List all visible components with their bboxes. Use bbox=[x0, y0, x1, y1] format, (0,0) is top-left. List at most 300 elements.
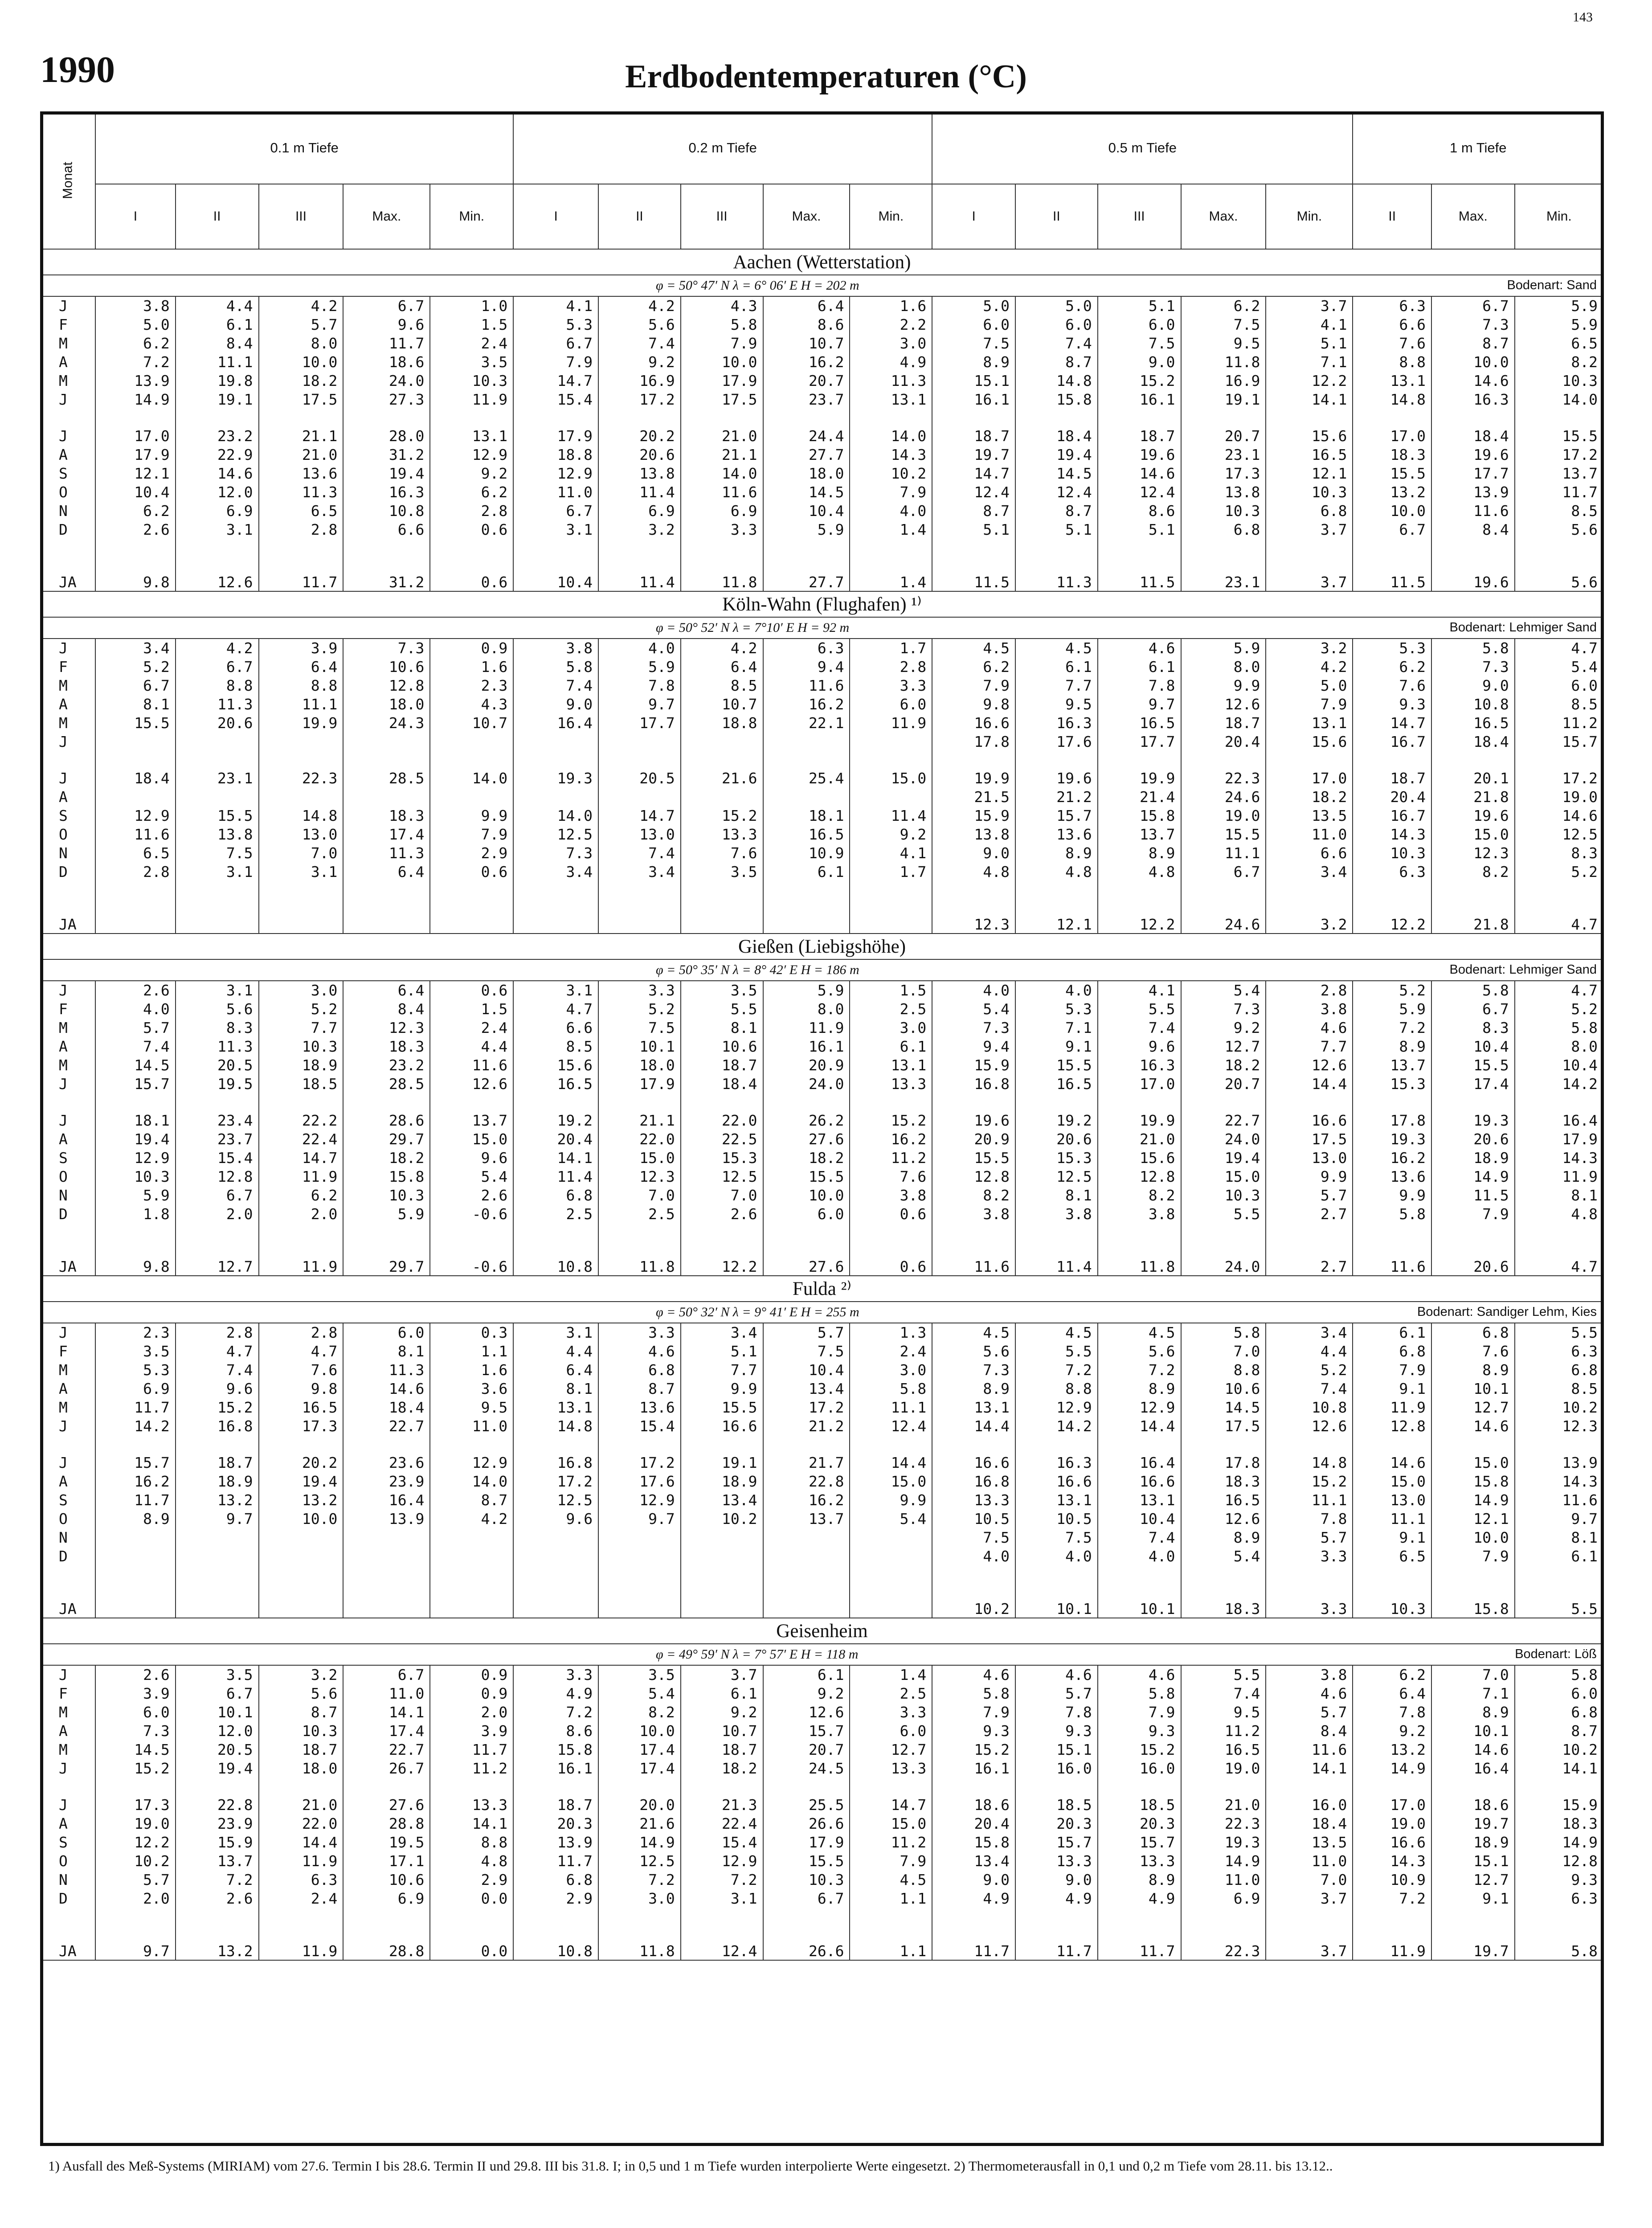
month-label: A bbox=[41, 788, 95, 807]
value-cell: 6.4 bbox=[763, 296, 850, 315]
month-label: A bbox=[41, 1722, 95, 1741]
value-cell: 3.4 bbox=[95, 639, 176, 658]
value-cell: 18.4 bbox=[1431, 427, 1515, 446]
value-cell: 5.1 bbox=[1098, 296, 1181, 315]
value-cell: 20.1 bbox=[1431, 769, 1515, 788]
value-cell: 9.2 bbox=[1353, 1722, 1431, 1741]
value-cell: 0.6 bbox=[850, 1205, 932, 1224]
value-cell: 17.6 bbox=[598, 1472, 681, 1491]
value-cell: 2.4 bbox=[259, 1889, 343, 1908]
annual-label: JA bbox=[41, 1250, 95, 1276]
value-cell: 6.7 bbox=[513, 502, 598, 520]
value-cell: 3.1 bbox=[681, 1889, 763, 1908]
value-cell: 13.6 bbox=[259, 464, 343, 483]
month-label: J bbox=[41, 981, 95, 1000]
value-cell: 17.4 bbox=[598, 1741, 681, 1759]
value-cell: 8.8 bbox=[1181, 1361, 1266, 1380]
value-cell: 17.3 bbox=[259, 1417, 343, 1436]
annual-value: 12.6 bbox=[176, 566, 259, 591]
value-cell: 14.5 bbox=[1181, 1398, 1266, 1417]
value-cell: 4.0 bbox=[1015, 981, 1098, 1000]
value-cell: 9.1 bbox=[1353, 1380, 1431, 1398]
value-cell: 10.3 bbox=[1515, 372, 1603, 390]
value-cell: 18.9 bbox=[259, 1056, 343, 1075]
value-cell: 14.1 bbox=[513, 1149, 598, 1167]
value-cell: 7.8 bbox=[1015, 1703, 1098, 1722]
annual-value: 11.7 bbox=[1098, 1935, 1181, 1960]
value-cell: 9.6 bbox=[1098, 1037, 1181, 1056]
value-cell: 1.1 bbox=[850, 1889, 932, 1908]
value-cell: 22.4 bbox=[259, 1130, 343, 1149]
value-cell: 12.9 bbox=[681, 1852, 763, 1871]
value-cell: 17.8 bbox=[932, 733, 1015, 751]
value-cell: 12.8 bbox=[1353, 1417, 1431, 1436]
value-cell: 8.3 bbox=[1515, 844, 1603, 863]
value-cell: 10.0 bbox=[259, 1510, 343, 1528]
value-cell: 13.6 bbox=[1015, 825, 1098, 844]
annual-value: 0.0 bbox=[430, 1935, 513, 1960]
value-cell: 12.8 bbox=[1515, 1852, 1603, 1871]
value-cell: 7.5 bbox=[176, 844, 259, 863]
value-cell: 7.9 bbox=[932, 1703, 1015, 1722]
value-cell: 17.4 bbox=[1431, 1075, 1515, 1094]
annual-value: 11.7 bbox=[259, 566, 343, 591]
value-cell: 17.9 bbox=[681, 372, 763, 390]
value-cell: 2.0 bbox=[176, 1205, 259, 1224]
value-cell: 5.2 bbox=[259, 1000, 343, 1019]
value-cell: 7.8 bbox=[1353, 1703, 1431, 1722]
value-cell: 13.3 bbox=[932, 1491, 1015, 1510]
value-cell: 11.8 bbox=[1181, 353, 1266, 372]
value-cell: 8.9 bbox=[932, 1380, 1015, 1398]
value-cell: 9.9 bbox=[1181, 676, 1266, 695]
value-cell: 13.8 bbox=[932, 825, 1015, 844]
value-cell: 5.5 bbox=[1098, 1000, 1181, 1019]
value-cell: 2.6 bbox=[176, 1889, 259, 1908]
value-cell: 13.3 bbox=[1015, 1852, 1098, 1871]
value-cell: 19.3 bbox=[1181, 1833, 1266, 1852]
value-cell: 15.9 bbox=[932, 1056, 1015, 1075]
value-cell: 6.1 bbox=[1098, 658, 1181, 676]
annual-value: 12.4 bbox=[681, 1935, 763, 1960]
value-cell: 24.3 bbox=[343, 714, 430, 733]
value-cell: 4.3 bbox=[430, 695, 513, 714]
value-cell: 10.9 bbox=[763, 844, 850, 863]
value-cell: 19.0 bbox=[1515, 788, 1603, 807]
value-cell: 3.2 bbox=[1266, 639, 1353, 658]
value-cell: 14.3 bbox=[1515, 1149, 1603, 1167]
value-cell: 9.6 bbox=[513, 1510, 598, 1528]
value-cell: 17.5 bbox=[1181, 1417, 1266, 1436]
value-cell: 17.9 bbox=[598, 1075, 681, 1094]
value-cell: 8.1 bbox=[681, 1019, 763, 1037]
value-cell: 15.8 bbox=[932, 1833, 1015, 1852]
value-cell: 14.9 bbox=[1431, 1167, 1515, 1186]
value-cell: 2.6 bbox=[95, 981, 176, 1000]
value-cell: 15.3 bbox=[1353, 1075, 1431, 1094]
value-cell: 10.4 bbox=[763, 1361, 850, 1380]
value-cell: 5.6 bbox=[259, 1684, 343, 1703]
value-cell: 15.5 bbox=[1515, 427, 1603, 446]
value-cell: 20.3 bbox=[1015, 1814, 1098, 1833]
value-cell: 11.6 bbox=[430, 1056, 513, 1075]
value-cell: 6.3 bbox=[763, 639, 850, 658]
annual-value: 24.0 bbox=[1181, 1250, 1266, 1276]
value-cell: 10.6 bbox=[343, 1871, 430, 1889]
value-cell: 15.7 bbox=[1515, 733, 1603, 751]
value-cell: 6.8 bbox=[598, 1361, 681, 1380]
value-cell: 9.5 bbox=[430, 1398, 513, 1417]
value-cell: 3.1 bbox=[259, 863, 343, 881]
value-cell: 18.3 bbox=[343, 807, 430, 825]
value-cell: 2.8 bbox=[1266, 981, 1353, 1000]
value-cell: 12.5 bbox=[1015, 1167, 1098, 1186]
value-cell: 16.5 bbox=[1181, 1741, 1266, 1759]
value-cell: 25.4 bbox=[763, 769, 850, 788]
month-label: J bbox=[41, 390, 95, 409]
value-cell: 17.3 bbox=[95, 1796, 176, 1814]
value-cell: 7.0 bbox=[1181, 1342, 1266, 1361]
value-cell: 20.3 bbox=[1098, 1814, 1181, 1833]
value-cell: 9.0 bbox=[1015, 1871, 1098, 1889]
value-cell: 7.4 bbox=[1181, 1684, 1266, 1703]
value-cell: 8.5 bbox=[681, 676, 763, 695]
value-cell: 2.9 bbox=[513, 1889, 598, 1908]
value-cell: 16.7 bbox=[1353, 807, 1431, 825]
value-cell: 2.4 bbox=[430, 334, 513, 353]
value-cell: 19.7 bbox=[932, 446, 1015, 464]
value-cell: 5.7 bbox=[1266, 1186, 1353, 1205]
value-cell: 3.8 bbox=[1266, 1665, 1353, 1684]
value-cell: 8.7 bbox=[1015, 502, 1098, 520]
value-cell: 15.5 bbox=[1181, 825, 1266, 844]
value-cell: 18.7 bbox=[1353, 769, 1431, 788]
value-cell: 5.9 bbox=[1515, 315, 1603, 334]
value-cell: 12.5 bbox=[513, 825, 598, 844]
value-cell: 3.8 bbox=[95, 296, 176, 315]
value-cell: 7.9 bbox=[513, 353, 598, 372]
value-cell: 7.9 bbox=[932, 676, 1015, 695]
value-cell: 3.9 bbox=[430, 1722, 513, 1741]
value-cell: 14.5 bbox=[763, 483, 850, 502]
value-cell: 13.0 bbox=[1353, 1491, 1431, 1510]
annual-value: 10.1 bbox=[1015, 1593, 1098, 1618]
value-cell: 20.4 bbox=[1181, 733, 1266, 751]
value-cell: 3.7 bbox=[681, 1665, 763, 1684]
value-cell: 7.1 bbox=[1431, 1684, 1515, 1703]
value-cell: 5.9 bbox=[598, 658, 681, 676]
annual-value: 20.6 bbox=[1431, 1250, 1515, 1276]
value-cell: 7.0 bbox=[1266, 1871, 1353, 1889]
value-cell: 4.3 bbox=[681, 296, 763, 315]
value-cell: 7.6 bbox=[1431, 1342, 1515, 1361]
value-cell: 3.1 bbox=[176, 981, 259, 1000]
annual-value: 12.3 bbox=[932, 908, 1015, 934]
value-cell: 4.6 bbox=[1266, 1684, 1353, 1703]
month-label: N bbox=[41, 1528, 95, 1547]
value-cell: 9.8 bbox=[932, 695, 1015, 714]
annual-value: 3.2 bbox=[1266, 908, 1353, 934]
value-cell: 5.4 bbox=[1181, 981, 1266, 1000]
value-cell: 11.7 bbox=[95, 1491, 176, 1510]
value-cell: 19.7 bbox=[1431, 1814, 1515, 1833]
value-cell: 4.0 bbox=[932, 1547, 1015, 1566]
value-cell: 6.0 bbox=[1515, 1684, 1603, 1703]
value-cell: 13.8 bbox=[598, 464, 681, 483]
value-cell: 15.2 bbox=[176, 1398, 259, 1417]
value-cell: 11.2 bbox=[850, 1149, 932, 1167]
value-cell: 16.3 bbox=[1015, 1454, 1098, 1472]
month-label: M bbox=[41, 1741, 95, 1759]
value-cell: 18.5 bbox=[1098, 1796, 1181, 1814]
value-cell: 7.3 bbox=[1431, 315, 1515, 334]
value-cell: 11.7 bbox=[513, 1852, 598, 1871]
value-cell: 16.2 bbox=[850, 1130, 932, 1149]
value-cell: 16.8 bbox=[932, 1472, 1015, 1491]
value-cell: 0.0 bbox=[430, 1889, 513, 1908]
value-cell: 12.8 bbox=[1098, 1167, 1181, 1186]
value-cell: 8.9 bbox=[1431, 1361, 1515, 1380]
value-cell: 5.8 bbox=[1515, 1665, 1603, 1684]
value-cell: 22.7 bbox=[343, 1741, 430, 1759]
value-cell: 11.7 bbox=[343, 334, 430, 353]
value-cell: 6.2 bbox=[95, 502, 176, 520]
value-cell: 15.4 bbox=[176, 1149, 259, 1167]
value-cell: 6.3 bbox=[1515, 1342, 1603, 1361]
value-cell: 4.7 bbox=[176, 1342, 259, 1361]
value-cell: 19.8 bbox=[176, 372, 259, 390]
value-cell: 7.2 bbox=[1353, 1889, 1431, 1908]
value-cell: 3.4 bbox=[513, 863, 598, 881]
value-cell: 16.5 bbox=[1098, 714, 1181, 733]
annual-value: 13.2 bbox=[176, 1935, 259, 1960]
value-cell: 7.0 bbox=[598, 1186, 681, 1205]
value-cell: 4.8 bbox=[1098, 863, 1181, 881]
value-cell: 11.3 bbox=[259, 483, 343, 502]
value-cell: 20.6 bbox=[1431, 1130, 1515, 1149]
value-cell: 7.3 bbox=[1431, 658, 1515, 676]
value-cell: 16.5 bbox=[1015, 1075, 1098, 1094]
value-cell: 9.2 bbox=[1181, 1019, 1266, 1037]
value-cell: 19.0 bbox=[1181, 1759, 1266, 1778]
value-cell: 3.1 bbox=[513, 1323, 598, 1342]
value-cell: 2.8 bbox=[176, 1323, 259, 1342]
annual-value: 29.7 bbox=[343, 1250, 430, 1276]
value-cell: 7.9 bbox=[850, 1852, 932, 1871]
value-cell: 10.0 bbox=[1353, 502, 1431, 520]
value-cell: 9.7 bbox=[598, 695, 681, 714]
value-cell: 28.5 bbox=[343, 769, 430, 788]
value-cell: 15.7 bbox=[1015, 1833, 1098, 1852]
value-cell: 12.0 bbox=[176, 483, 259, 502]
value-cell: 10.9 bbox=[1353, 1871, 1431, 1889]
value-cell: 7.3 bbox=[513, 844, 598, 863]
soil-type: Bodenart: Löß bbox=[1515, 1647, 1597, 1661]
value-cell: 3.0 bbox=[598, 1889, 681, 1908]
value-cell: 8.9 bbox=[932, 353, 1015, 372]
value-cell: 8.9 bbox=[1098, 1380, 1181, 1398]
value-cell: 20.5 bbox=[598, 769, 681, 788]
value-cell: 16.1 bbox=[1098, 390, 1181, 409]
value-cell: 14.7 bbox=[259, 1149, 343, 1167]
value-cell: 3.7 bbox=[1266, 1889, 1353, 1908]
value-cell: 14.8 bbox=[513, 1417, 598, 1436]
value-cell: 10.6 bbox=[343, 658, 430, 676]
month-label: M bbox=[41, 714, 95, 733]
value-cell: 7.3 bbox=[932, 1019, 1015, 1037]
value-cell: 15.2 bbox=[932, 1741, 1015, 1759]
month-label: F bbox=[41, 1000, 95, 1019]
annual-value: 10.3 bbox=[1353, 1593, 1431, 1618]
station-coordinates: φ = 50° 32′ N λ = 9° 41′ E H = 255 m bbox=[656, 1305, 859, 1319]
value-cell: 15.0 bbox=[850, 1472, 932, 1491]
value-cell: 5.6 bbox=[1515, 520, 1603, 539]
value-cell: 10.0 bbox=[1431, 1528, 1515, 1547]
value-cell: 6.0 bbox=[343, 1323, 430, 1342]
value-cell: 7.8 bbox=[1266, 1510, 1353, 1528]
value-cell: 16.6 bbox=[932, 1454, 1015, 1472]
station-coordinates: φ = 50° 52′ N λ = 7°10′ E H = 92 m bbox=[656, 620, 850, 635]
month-label: D bbox=[41, 1889, 95, 1908]
value-cell: 10.1 bbox=[1431, 1380, 1515, 1398]
value-cell: 12.4 bbox=[850, 1417, 932, 1436]
value-cell: 9.3 bbox=[1353, 695, 1431, 714]
value-cell: 9.7 bbox=[176, 1510, 259, 1528]
value-cell: 3.3 bbox=[681, 520, 763, 539]
value-cell: 2.3 bbox=[95, 1323, 176, 1342]
value-cell: 20.6 bbox=[1015, 1130, 1098, 1149]
value-cell: 9.5 bbox=[1181, 334, 1266, 353]
value-cell: 24.5 bbox=[763, 1759, 850, 1778]
column-header: Max. bbox=[763, 184, 850, 249]
value-cell: 16.2 bbox=[763, 1491, 850, 1510]
value-cell: 5.1 bbox=[681, 1342, 763, 1361]
value-cell: 18.5 bbox=[259, 1075, 343, 1094]
value-cell: 16.9 bbox=[1181, 372, 1266, 390]
value-cell: 15.7 bbox=[1098, 1833, 1181, 1852]
value-cell: 15.6 bbox=[513, 1056, 598, 1075]
value-cell: 17.7 bbox=[1098, 733, 1181, 751]
value-cell: 14.6 bbox=[1098, 464, 1181, 483]
value-cell: 11.1 bbox=[1266, 1491, 1353, 1510]
value-cell: 8.6 bbox=[763, 315, 850, 334]
value-cell: 14.0 bbox=[513, 807, 598, 825]
value-cell: 17.2 bbox=[598, 390, 681, 409]
value-cell: 17.8 bbox=[1181, 1454, 1266, 1472]
value-cell: 4.8 bbox=[1015, 863, 1098, 881]
value-cell: 11.6 bbox=[1431, 502, 1515, 520]
value-cell: 3.5 bbox=[598, 1665, 681, 1684]
value-cell: 12.9 bbox=[1015, 1398, 1098, 1417]
value-cell: 6.7 bbox=[1431, 1000, 1515, 1019]
value-cell: 15.0 bbox=[1431, 825, 1515, 844]
value-cell: 4.2 bbox=[681, 639, 763, 658]
value-cell: 17.4 bbox=[343, 825, 430, 844]
value-cell: 7.4 bbox=[513, 676, 598, 695]
value-cell: 10.3 bbox=[763, 1871, 850, 1889]
value-cell: 4.5 bbox=[932, 1323, 1015, 1342]
value-cell: 11.1 bbox=[176, 353, 259, 372]
value-cell: 21.8 bbox=[1431, 788, 1515, 807]
value-cell: 18.1 bbox=[763, 807, 850, 825]
value-cell: 6.8 bbox=[513, 1186, 598, 1205]
value-cell: 17.2 bbox=[513, 1472, 598, 1491]
column-header: I bbox=[95, 184, 176, 249]
month-label: F bbox=[41, 315, 95, 334]
annual-value: 27.7 bbox=[763, 566, 850, 591]
value-cell: 12.0 bbox=[176, 1722, 259, 1741]
month-label: O bbox=[41, 1167, 95, 1186]
value-cell: 3.0 bbox=[850, 1361, 932, 1380]
value-cell: 18.4 bbox=[1266, 1814, 1353, 1833]
value-cell: 17.7 bbox=[1431, 464, 1515, 483]
value-cell: 10.5 bbox=[932, 1510, 1015, 1528]
value-cell: 6.1 bbox=[1015, 658, 1098, 676]
value-cell: 13.9 bbox=[343, 1510, 430, 1528]
value-cell: 10.2 bbox=[95, 1852, 176, 1871]
value-cell: 13.1 bbox=[932, 1398, 1015, 1417]
value-cell: 21.4 bbox=[1098, 788, 1181, 807]
value-cell: 20.5 bbox=[176, 1741, 259, 1759]
value-cell: 3.5 bbox=[430, 353, 513, 372]
value-cell: 4.2 bbox=[1266, 658, 1353, 676]
value-cell: 3.5 bbox=[176, 1665, 259, 1684]
value-cell: 9.7 bbox=[1515, 1510, 1603, 1528]
value-cell: 21.2 bbox=[1015, 788, 1098, 807]
value-cell: 27.6 bbox=[763, 1130, 850, 1149]
value-cell: 6.8 bbox=[1515, 1703, 1603, 1722]
annual-value: 9.8 bbox=[95, 566, 176, 591]
value-cell: 19.3 bbox=[1431, 1111, 1515, 1130]
value-cell: 8.7 bbox=[1515, 1722, 1603, 1741]
value-cell: 1.3 bbox=[850, 1323, 932, 1342]
value-cell: 4.7 bbox=[1515, 981, 1603, 1000]
value-cell: 5.5 bbox=[1181, 1665, 1266, 1684]
value-cell: 5.8 bbox=[1098, 1684, 1181, 1703]
value-cell: 5.6 bbox=[598, 315, 681, 334]
value-cell: 16.5 bbox=[513, 1075, 598, 1094]
value-cell: 12.3 bbox=[343, 1019, 430, 1037]
value-cell: 17.2 bbox=[1515, 446, 1603, 464]
value-cell: 6.2 bbox=[1353, 658, 1431, 676]
value-cell: 12.5 bbox=[513, 1491, 598, 1510]
value-cell: 10.1 bbox=[176, 1703, 259, 1722]
value-cell: 18.9 bbox=[176, 1472, 259, 1491]
value-cell: 6.1 bbox=[763, 863, 850, 881]
value-cell: 3.1 bbox=[513, 520, 598, 539]
month-label: S bbox=[41, 1833, 95, 1852]
value-cell: 5.3 bbox=[1015, 1000, 1098, 1019]
value-cell: 6.8 bbox=[1181, 520, 1266, 539]
station-name: Köln-Wahn (Flughafen) ¹⁾ bbox=[41, 591, 1603, 617]
value-cell: 6.2 bbox=[1353, 1665, 1431, 1684]
value-cell: 15.7 bbox=[1015, 807, 1098, 825]
value-cell: 19.3 bbox=[1353, 1130, 1431, 1149]
value-cell: 13.3 bbox=[681, 825, 763, 844]
month-label: M bbox=[41, 1056, 95, 1075]
value-cell: 15.5 bbox=[176, 807, 259, 825]
value-cell: 7.4 bbox=[598, 844, 681, 863]
value-cell: 19.1 bbox=[681, 1454, 763, 1472]
value-cell: 2.2 bbox=[850, 315, 932, 334]
value-cell: 4.0 bbox=[850, 502, 932, 520]
value-cell: 7.0 bbox=[259, 844, 343, 863]
value-cell: 3.9 bbox=[259, 639, 343, 658]
value-cell: 13.6 bbox=[1353, 1167, 1431, 1186]
value-cell: 6.4 bbox=[343, 981, 430, 1000]
value-cell: 12.6 bbox=[1266, 1056, 1353, 1075]
value-cell: 7.3 bbox=[95, 1722, 176, 1741]
